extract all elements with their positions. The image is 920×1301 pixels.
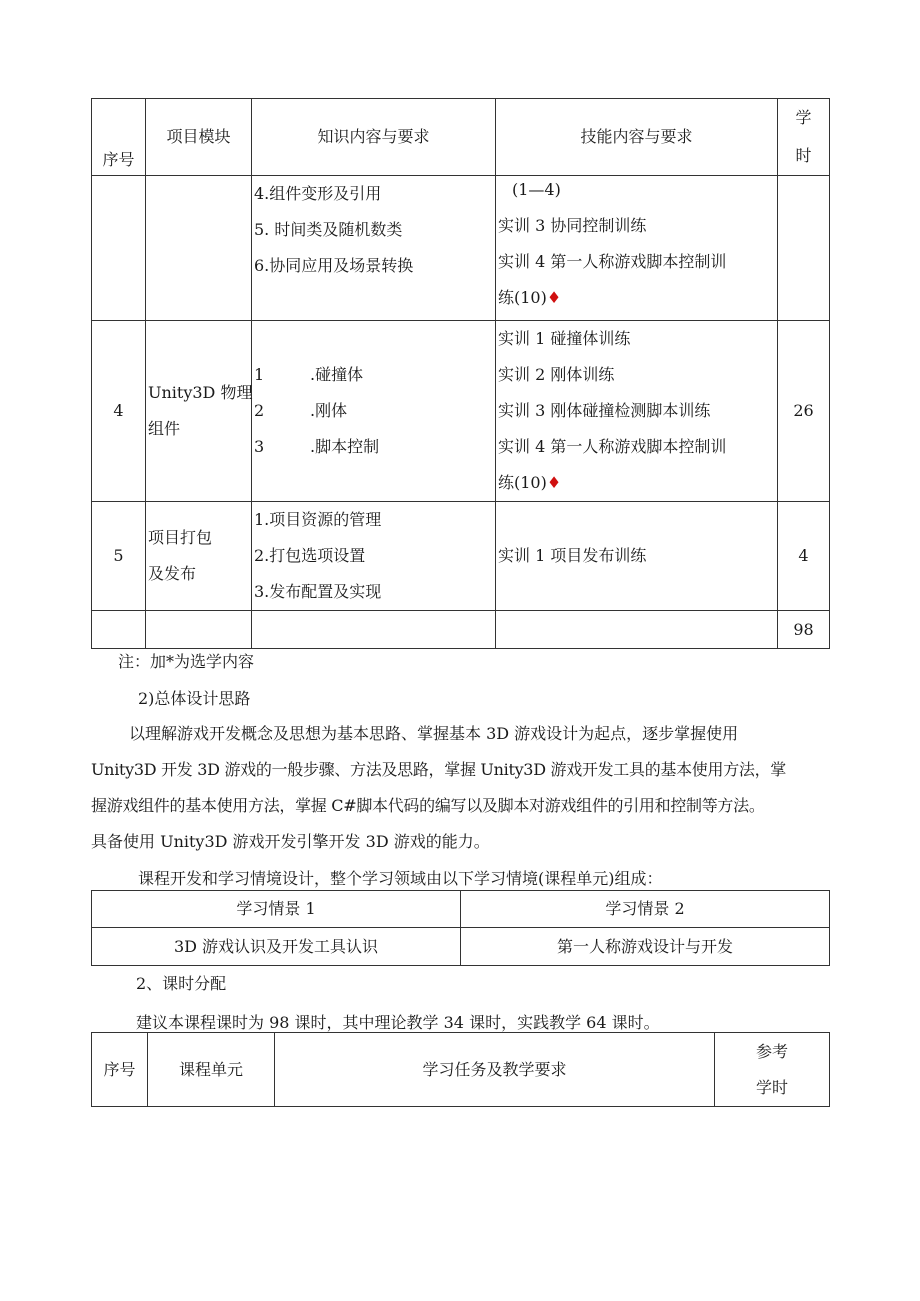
skill-item: 实训 3 刚体碰撞检测脚本训练 (498, 401, 711, 420)
knowledge-text: .碰撞体 (310, 365, 364, 384)
hours-allocation-table (91, 1032, 830, 1107)
header-ref-hours (715, 1033, 830, 1107)
situation-intro: 课程开发和学习情境设计，整个学习领域由以下学习情境(课程单元)组成： (138, 869, 663, 888)
cont-module (146, 176, 252, 321)
header-unit: 课程单元 (148, 1033, 275, 1107)
header-skill: 技能内容与要求 (496, 99, 778, 176)
knowledge-item (254, 393, 495, 429)
knowledge-num: 2 (254, 401, 265, 420)
table-row (92, 928, 830, 966)
table-header-row (92, 99, 830, 176)
knowledge-text: .脚本控制 (310, 437, 380, 456)
curriculum-table (91, 98, 830, 649)
skill-item: (1—4) (512, 180, 561, 199)
knowledge-item (254, 357, 495, 393)
row4-skill (496, 321, 778, 502)
row5-module-line2: 及发布 (148, 564, 197, 583)
row4-knowledge (252, 321, 496, 502)
header-ref-line1: 参考 (755, 1041, 788, 1061)
knowledge-num: 1 (254, 365, 265, 384)
learning-situation-table (91, 890, 830, 966)
knowledge-num: 3 (254, 437, 265, 456)
header-task: 学习任务及教学要求 (275, 1033, 715, 1107)
total-empty (496, 611, 778, 649)
row5-skill: 实训 1 项目发布训练 (496, 502, 778, 611)
knowledge-item (254, 429, 495, 465)
diamond-icon: ♦ (546, 473, 562, 492)
skill-item: 实训 4 第一人称游戏脚本控制训 (498, 437, 727, 456)
paragraph-line: Unity3D 开发 3D 游戏的一般步骤、方法及思路，掌握 Unity3D 游戏开发工具的基本使用方法，掌 (91, 760, 787, 779)
paragraph-line: 以理解游戏开发概念及思想为基本思路、掌握基本 3D 游戏设计为起点，逐步掌握使用 (129, 724, 739, 743)
cont-hours (778, 176, 830, 321)
total-empty (252, 611, 496, 649)
table-row (92, 321, 830, 502)
cont-skill (496, 176, 778, 321)
row5-knowledge (252, 502, 496, 611)
knowledge-text: .刚体 (310, 401, 348, 420)
header-seq: 序号 (92, 99, 146, 176)
table-row (92, 176, 830, 321)
total-hours: 98 (778, 611, 830, 649)
skill-item (498, 465, 777, 501)
knowledge-item: 3.发布配置及实现 (254, 582, 382, 601)
table-total-row (92, 611, 830, 649)
header-knowledge: 知识内容与要求 (252, 99, 496, 176)
total-empty (92, 611, 146, 649)
situation-cell: 第一人称游戏设计与开发 (461, 928, 830, 966)
knowledge-item: 1.项目资源的管理 (254, 510, 382, 529)
row4-module-line2: 组件 (148, 419, 181, 438)
situation-header: 学习情景 1 (92, 891, 461, 928)
cont-knowledge (252, 176, 496, 321)
knowledge-item: 6.协同应用及场景转换 (254, 256, 414, 275)
header-module: 项目模块 (146, 99, 252, 176)
skill-item: 实训 4 第一人称游戏脚本控制训 (498, 252, 727, 271)
header-hours-line1: 学 (795, 108, 812, 127)
section2-heading: 2、课时分配 (136, 974, 227, 993)
table-row (92, 502, 830, 611)
skill-item (498, 280, 777, 316)
row5-module-line1: 项目打包 (148, 528, 213, 547)
table-note: 注：加*为选学内容 (118, 652, 255, 671)
table-header-row (92, 891, 830, 928)
skill-item: 实训 3 协同控制训练 (498, 216, 647, 235)
situation-header: 学习情景 2 (461, 891, 830, 928)
diamond-icon: ♦ (546, 288, 562, 307)
total-empty (146, 611, 252, 649)
knowledge-item: 2.打包选项设置 (254, 546, 366, 565)
knowledge-item: 5. 时间类及随机数类 (254, 220, 403, 239)
cont-seq (92, 176, 146, 321)
skill-item: 实训 2 刚体训练 (498, 365, 615, 384)
knowledge-item: 4.组件变形及引用 (254, 184, 382, 203)
header-seq: 序号 (92, 1033, 148, 1107)
design-paragraph (91, 716, 831, 860)
section-heading: 2)总体设计思路 (138, 689, 251, 708)
row4-module-line1: Unity3D 物理 (148, 383, 253, 402)
row4-module (146, 321, 252, 502)
skill-item-text: 练(10) (498, 473, 547, 492)
hours-paragraph: 建议本课程课时为 98 课时，其中理论教学 34 课时，实践教学 64 课时。 (136, 1013, 660, 1032)
header-hours (778, 99, 830, 176)
header-ref-line2: 学时 (755, 1077, 788, 1097)
row5-seq: 5 (92, 502, 146, 611)
row5-hours: 4 (778, 502, 830, 611)
row4-hours: 26 (778, 321, 830, 502)
row5-module (146, 502, 252, 611)
row4-seq: 4 (92, 321, 146, 502)
skill-item-text: 练(10) (498, 288, 547, 307)
skill-item: 实训 1 碰撞体训练 (498, 329, 631, 348)
paragraph-line: 握游戏组件的基本使用方法，掌握 C#脚本代码的编写以及脚本对游戏组件的引用和控制等方法。 (91, 796, 765, 815)
situation-cell: 3D 游戏认识及开发工具认识 (92, 928, 461, 966)
table-header-row (92, 1033, 830, 1107)
header-hours-line2: 时 (795, 146, 812, 165)
paragraph-line: 具备使用 Unity3D 游戏开发引擎开发 3D 游戏的能力。 (91, 832, 490, 851)
